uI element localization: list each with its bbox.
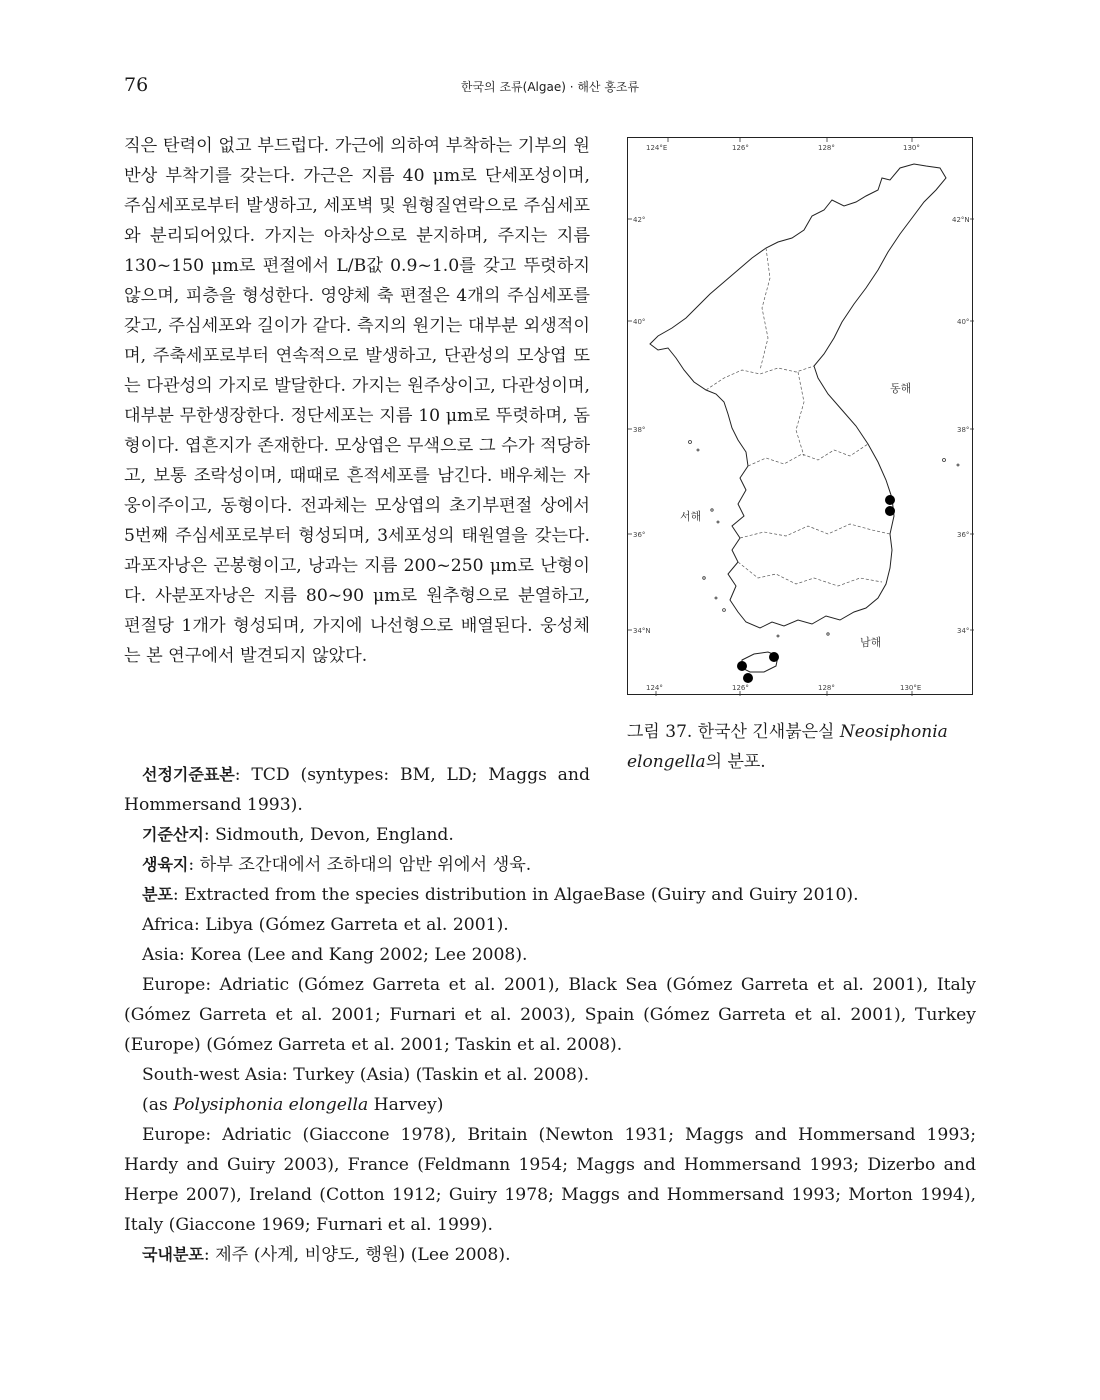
type-locality-label: 기준산지 xyxy=(142,825,204,844)
distribution-text: : Extracted from the species distribution in AlgaeBase (Guiry and Guiry 2010). xyxy=(172,885,859,905)
synonym-species: Polysiphonia elongella xyxy=(173,1095,369,1115)
tick-bottom-2: 126° xyxy=(732,684,749,692)
synonym-prefix: (as xyxy=(142,1095,174,1115)
distribution xyxy=(124,880,976,910)
occurrence-marker xyxy=(737,661,747,671)
tick-left-1: 42° xyxy=(633,216,646,224)
habitat-label: 생육지 xyxy=(142,855,189,874)
synonym-suffix: Harvey) xyxy=(368,1095,444,1115)
tick-top-3: 128° xyxy=(818,144,835,152)
distribution-sw-asia: South-west Asia: Turkey (Asia) (Taskin et al. 2008). xyxy=(142,1065,590,1085)
korea-map-graphic xyxy=(628,138,974,696)
distribution-africa: Africa: Libya (Gómez Garreta et al. 2001). xyxy=(142,915,509,935)
occurrence-marker xyxy=(769,652,779,662)
tick-left-3: 38° xyxy=(633,426,646,434)
tick-right-5: 34° xyxy=(957,627,970,635)
distribution-europe: Europe: Adriatic (Gómez Garreta et al. 2001), Black Sea (Gómez Garreta et al. 2001), Italy (Gómez Garreta et al. 2001; Furnari et al. 2003), Spain (Gómez Garreta et al. 2001), Turkey (Europe) (Gómez Garreta et al. 2001; Taskin et al. 2008). xyxy=(124,975,976,1055)
tick-left-2: 40° xyxy=(633,318,646,326)
peninsula-outline xyxy=(650,164,946,628)
tick-left-5: 34°N xyxy=(633,627,651,635)
synonym-note xyxy=(124,1090,976,1120)
type-locality-text: : Sidmouth, Devon, England. xyxy=(203,825,454,845)
tick-top-1: 124°E xyxy=(646,144,668,152)
tick-left-4: 36° xyxy=(633,531,646,539)
sea-label-east: 동해 xyxy=(890,382,912,395)
tick-bottom-1: 124° xyxy=(646,684,663,692)
tick-right-1: 42°N xyxy=(952,216,970,224)
type-specimen-label: 선정기준표본 xyxy=(142,765,235,784)
domestic-distribution xyxy=(124,1240,976,1270)
description-column xyxy=(124,131,590,671)
type-specimen xyxy=(124,760,590,820)
tick-bottom-4: 130°E xyxy=(900,684,922,692)
tick-top-2: 126° xyxy=(732,144,749,152)
synonym-europe: Europe: Adriatic (Giaccone 1978), Britain (Newton 1931; Maggs and Hommersand 1993; Hardy and Guiry 2003), France (Feldmann 1954; Maggs and Hommersand 1993; Dizerbo and Herpe 2007), Ireland (Cotton 1912; Guiry 1978; Maggs and Hommersand 1993; Morton 1994), Italy (Giaccone 1969; Furnari et al. 1999). xyxy=(124,1125,976,1235)
caption-prefix: 그림 37. 한국산 긴새붉은실 xyxy=(627,722,840,742)
tick-bottom-3: 128° xyxy=(818,684,835,692)
tick-right-4: 36° xyxy=(957,531,970,539)
domestic-label: 국내분포 xyxy=(142,1245,204,1264)
description-paragraph: 직은 탄력이 없고 부드럽다. 가근에 의하여 부착하는 기부의 원반상 부착기를 갖는다. 가근은 지름 40 μm로 단세포성이며, 주심세포로부터 발생하고, 세포벽 및 원형질연락으로 주심세포와 분리되어있다. 가지는 아차상으로 분지하며, 주지는 지름 130~150 μm로 편절에서 L/B값 0.9~1.0를 갖고 뚜렷하지 않으며, 피층을 형성한다. 영양체 축 편절은 4개의 주심세포를 갖고, 주심세포와 길이가 같다. 측지의 원기는 대부분 외생적이며, 주축세포로부터 연속적으로 발생하고, 단관성의 모상엽 또는 다관성의 가지로 발달한다. 가지는 원주상이고, 다관성이며, 대부분 무한생장한다. 정단세포는 지름 10 μm로 뚜렷하며, 돔형이다. 엽흔지가 존재한다. 모상엽은 무색으로 그 수가 적당하고, 보통 조락성이며, 때때로 흔적세포를 남긴다. 배우체는 자웅이주이고, 동형이다. 전과체는 모상엽의 초기부편절 상에서 5번째 주심세포로부터 형성되며, 3세포성의 태원열을 갖는다. 과포자낭은 곤봉형이고, 낭과는 지름 200~250 μm로 난형이다. 사분포자낭은 지름 80~90 μm로 원추형으로 분열하고, 편절당 1개가 형성되며, 가지에 나선형으로 배열된다. 웅성체는 본 연구에서 발견되지 않았다. xyxy=(124,136,590,666)
type-specimen-text: : TCD (syntypes: BM, LD; Maggs and Hommersand 1993). xyxy=(124,765,590,815)
occurrence-marker xyxy=(885,495,895,505)
type-locality xyxy=(124,820,976,850)
sea-label-south: 남해 xyxy=(860,636,882,649)
caption-suffix: 의 분포. xyxy=(705,752,766,772)
habitat xyxy=(124,850,976,880)
occurrence-marker xyxy=(743,673,753,683)
page-number: 76 xyxy=(124,74,149,96)
tick-right-2: 40° xyxy=(957,318,970,326)
tick-top-4: 130° xyxy=(903,144,920,152)
running-header: 한국의 조류(Algae) · 해산 홍조류 xyxy=(460,80,640,94)
habitat-text: : 하부 조간대에서 조하대의 암반 위에서 생육. xyxy=(188,855,532,875)
occurrence-marker xyxy=(885,506,895,516)
domestic-text: : 제주 (사계, 비양도, 행원) (Lee 2008). xyxy=(203,1245,511,1265)
distribution-asia: Asia: Korea (Lee and Kang 2002; Lee 2008). xyxy=(142,945,528,965)
caption-species: Neosiphonia elongella xyxy=(627,722,948,772)
tick-right-3: 38° xyxy=(957,426,970,434)
distribution-map xyxy=(627,137,973,695)
sea-label-west: 서해 xyxy=(680,510,702,523)
reference-section xyxy=(124,760,976,1270)
distribution-label: 분포 xyxy=(142,885,173,904)
